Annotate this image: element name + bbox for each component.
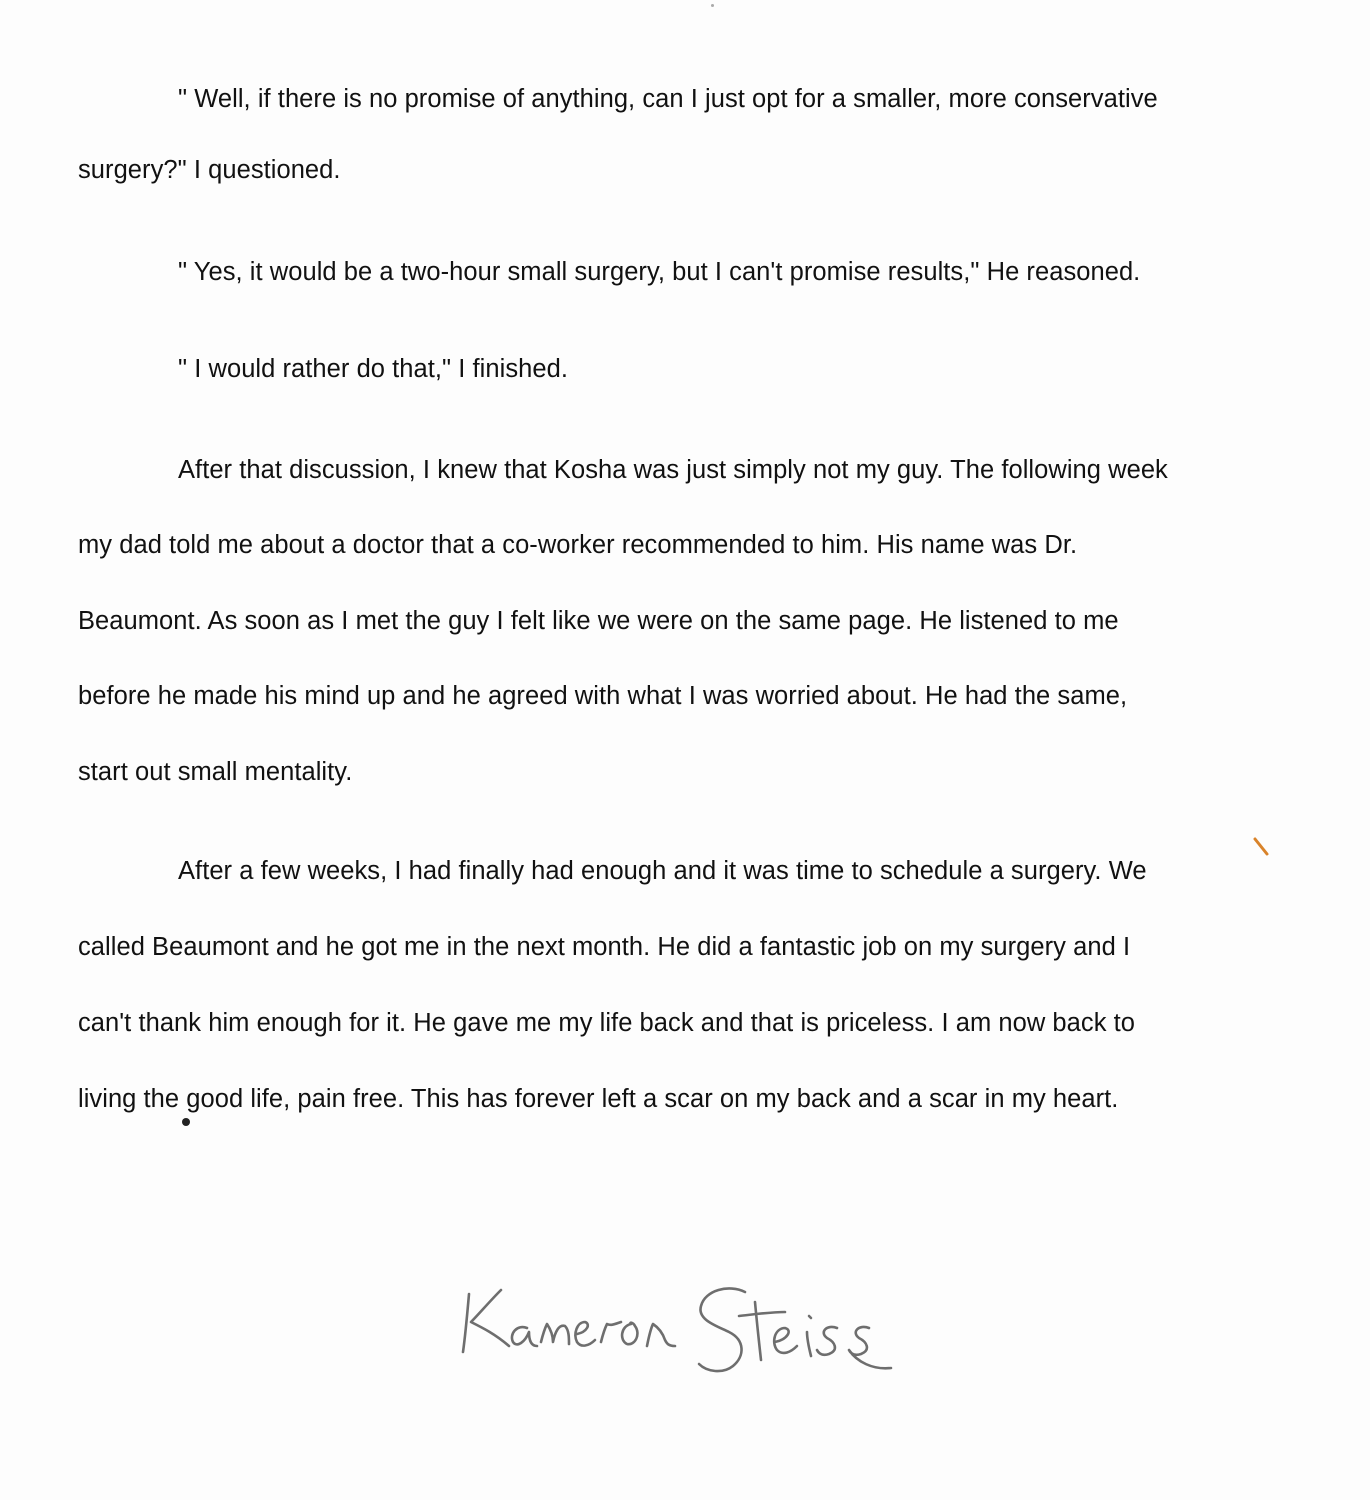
text-line: can't thank him enough for it. He gave me my life back and that is priceless. I am now back to (78, 1009, 1135, 1037)
text-line: " I would rather do that," I finished. (178, 355, 568, 383)
text-line: surgery?" I questioned. (78, 156, 341, 184)
text-line: start out small mentality. (78, 758, 353, 786)
handwritten-signature (455, 1272, 915, 1402)
text-line: " Yes, it would be a two-hour small surgery, but I can't promise results," He reasoned. (178, 258, 1141, 286)
text-line: my dad told me about a doctor that a co-worker recommended to him. His name was Dr. (78, 531, 1078, 559)
paper-speck (711, 4, 714, 7)
text-line: Beaumont. As soon as I met the guy I felt like we were on the same page. He listened to me (78, 607, 1119, 635)
text-line: " Well, if there is no promise of anything, can I just opt for a smaller, more conservative (178, 85, 1158, 113)
orange-mark (1252, 836, 1272, 860)
text-line: After that discussion, I knew that Kosha was just simply not my guy. The following week (178, 456, 1168, 484)
text-line: before he made his mind up and he agreed with what I was worried about. He had the same, (78, 682, 1128, 710)
ink-dot (182, 1118, 190, 1126)
text-line: After a few weeks, I had finally had enough and it was time to schedule a surgery. We (178, 857, 1147, 885)
text-line: living the good life, pain free. This has forever left a scar on my back and a scar in my heart. (78, 1085, 1119, 1113)
text-line: called Beaumont and he got me in the next month. He did a fantastic job on my surgery and I (78, 933, 1131, 961)
